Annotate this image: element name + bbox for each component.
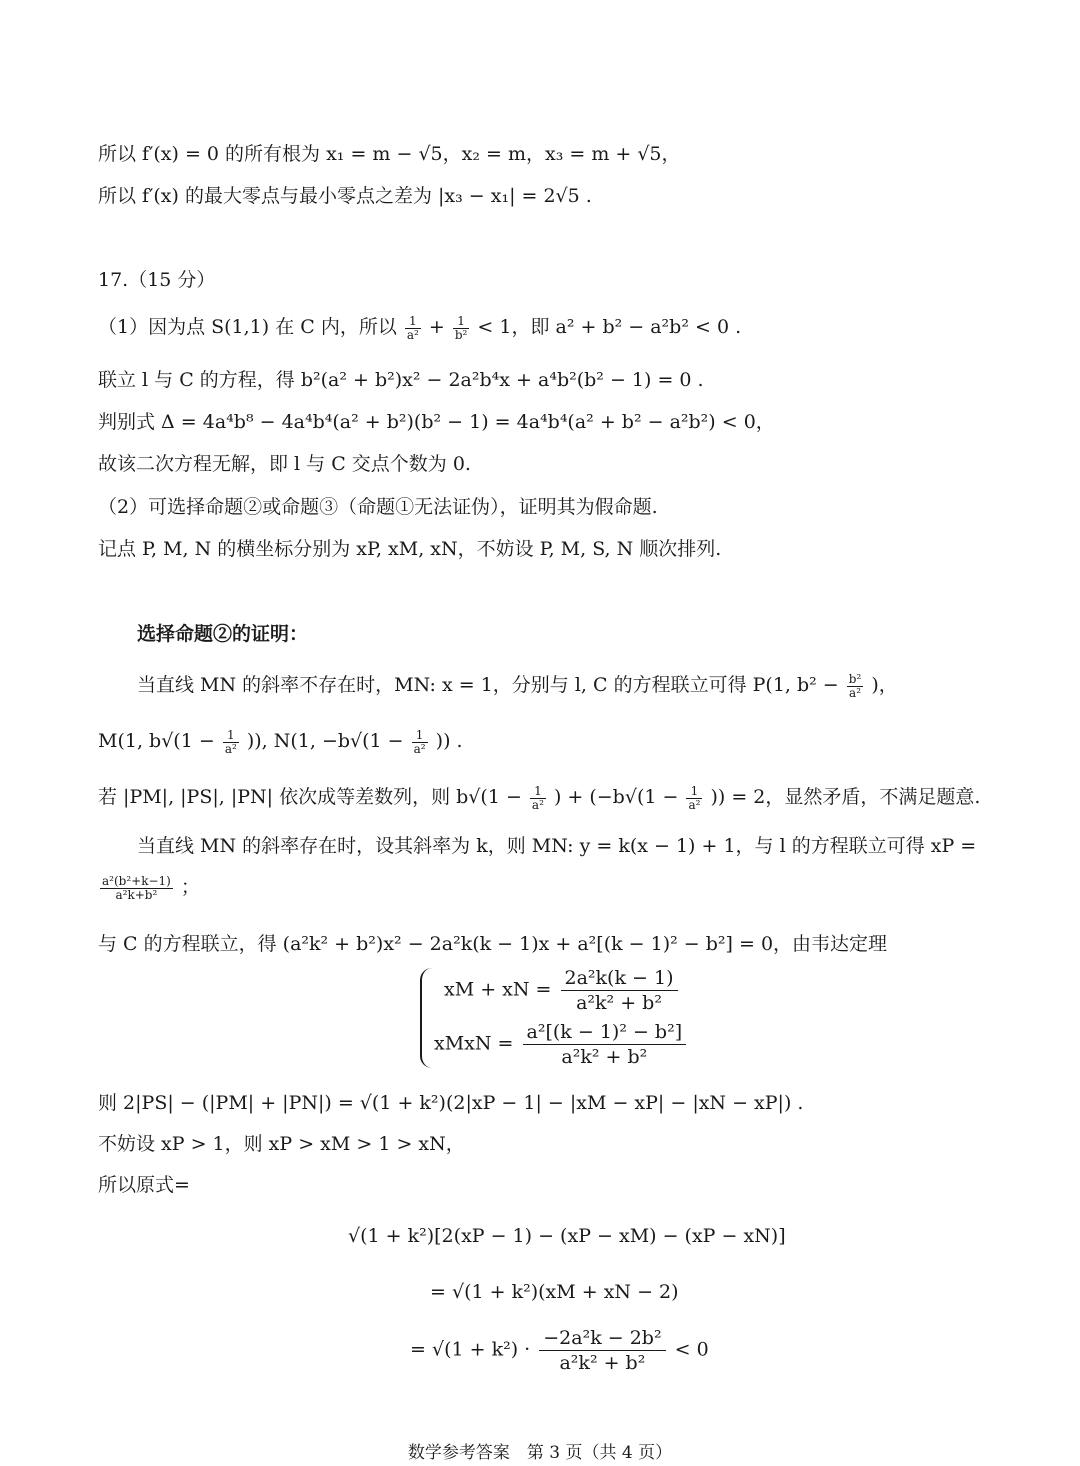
vieta-sum-left: xM + xN =	[444, 978, 552, 1001]
page-footer: 数学参考答案 第 3 页（共 4 页）	[407, 1443, 673, 1463]
derivation-step-2: = √(1 + k²)(xM + xN − 2)	[430, 1281, 679, 1303]
vieta-product	[434, 1020, 689, 1069]
part1-line1	[98, 314, 741, 342]
expression-setup: 则 2|PS| − (|PM| + |PN|) = √(1 + k²)(2|xP − 1| − |xM − xP| − |xN − xP|) .	[98, 1092, 804, 1114]
case2-line1: 当直线 MN 的斜率存在时，设其斜率为 k，则 MN: y = k(x − 1) + 1，与 l 的方程联立可得 xP =	[137, 835, 977, 857]
vieta-sum	[444, 966, 681, 1015]
part1-text-a: （1）因为点 S(1,1) 在 C 内，所以	[98, 316, 397, 338]
line-roots: 所以 f′(x) = 0 的所有根为 x₁ = m − √5，x₂ = m，x₃ = m + √5，	[98, 143, 681, 165]
fraction-xp: $\frac{\text{a²(b²+k−1)}}{\text{a²k+b²}}$	[102, 873, 171, 902]
fraction-1-over-a2-c1: $\frac{1}{\text{a²}}$	[531, 783, 544, 812]
part1-discriminant: 判别式 Δ = 4a⁴b⁸ − 4a⁴b⁴(a² + b²)(b² − 1) = 4a⁴b⁴(a² + b² − a²b²) < 0，	[98, 411, 775, 433]
points-end: )) .	[435, 730, 463, 752]
fraction-1-over-a2-m: $\frac{1}{\text{a²}}$	[224, 727, 237, 756]
part1-conclusion: 故该二次方程无解，即 l 与 C 交点个数为 0.	[98, 453, 471, 475]
derivation-step-1: √(1 + k²)[2(xP − 1) − (xP − xM) − (xP − xN)]	[348, 1225, 786, 1247]
case2-quadratic: 与 C 的方程联立，得 (a²k² + b²)x² − 2a²k(k − 1)x + a²[(k − 1)² − b²] = 0，由韦达定理	[98, 933, 888, 955]
case1-contradiction	[98, 784, 980, 812]
contradiction-text-c: )) = 2，显然矛盾，不满足题意.	[710, 786, 981, 808]
line-zero-diff: 所以 f′(x) 的最大零点与最小零点之差为 |x₃ − x₁| = 2√5 .	[98, 185, 592, 207]
contradiction-text-b: ) + (−b√(1 −	[553, 786, 679, 808]
case1-points-mn	[98, 728, 463, 756]
fraction-1-over-a2-n: $\frac{1}{\text{a²}}$	[413, 727, 426, 756]
plus-sign: +	[428, 316, 445, 338]
part2-setup: 记点 P, M, N 的横坐标分别为 xP, xM, xN，不妨设 P, M, S, N 顺次排列.	[98, 538, 722, 560]
fraction-1-over-a2: $\frac{1}{\text{a²}}$	[406, 313, 419, 342]
original-expression-label: 所以原式=	[98, 1174, 190, 1196]
point-n-text: )), N(1, −b√(1 −	[246, 730, 404, 752]
proof-heading: 选择命题②的证明：	[137, 623, 309, 645]
part1-text-b: < 1，即 a² + b² − a²b² < 0 .	[477, 316, 742, 338]
case1-text-b: )，	[871, 674, 898, 696]
case2-xp-fraction	[98, 874, 200, 902]
step3-fraction: $\frac{\text{−2a²k − 2b²}}{\text{a²k² + b²}}$	[539, 1326, 665, 1375]
fraction-b2-over-a2: $\frac{\text{b²}}{\text{a²}}$	[848, 671, 862, 700]
case1-text-a: 当直线 MN 的斜率不存在时，MN: x = 1，分别与 l, C 的方程联立可得 P(1, b² −	[137, 674, 839, 696]
semicolon: ；	[180, 876, 200, 898]
fraction-1-over-a2-c2: $\frac{1}{\text{a²}}$	[688, 783, 701, 812]
step3-left: = √(1 + k²) ·	[410, 1338, 531, 1361]
point-m-text: M(1, b√(1 −	[98, 730, 215, 752]
vieta-product-left: xMxN =	[434, 1032, 514, 1055]
derivation-step-3	[410, 1326, 709, 1375]
assumption-xp: 不妨设 xP > 1，则 xP > xM > 1 > xN，	[98, 1133, 465, 1155]
vieta-sum-fraction: $\frac{\text{2a²k(k − 1)}}{\text{a²k² + b²}}$	[561, 966, 678, 1015]
step3-right: < 0	[674, 1338, 709, 1361]
part1-line2: 联立 l 与 C 的方程，得 b²(a² + b²)x² − 2a²b⁴x + a⁴b²(b² − 1) = 0 .	[98, 369, 704, 391]
fraction-1-over-b2: $\frac{1}{\text{b²}}$	[454, 313, 468, 342]
part2-intro: （2）可选择命题②或命题③（命题①无法证伪），证明其为假命题.	[98, 496, 658, 518]
contradiction-text-a: 若 |PM|, |PS|, |PN| 依次成等差数列，则 b√(1 −	[98, 786, 522, 808]
question-17-title: 17.（15 分）	[98, 269, 216, 291]
case1-line1	[137, 672, 898, 700]
vieta-product-fraction: $\frac{\text{a²[(k − 1)² − b²]}}{\text{a²k² + b²}}$	[523, 1020, 687, 1069]
